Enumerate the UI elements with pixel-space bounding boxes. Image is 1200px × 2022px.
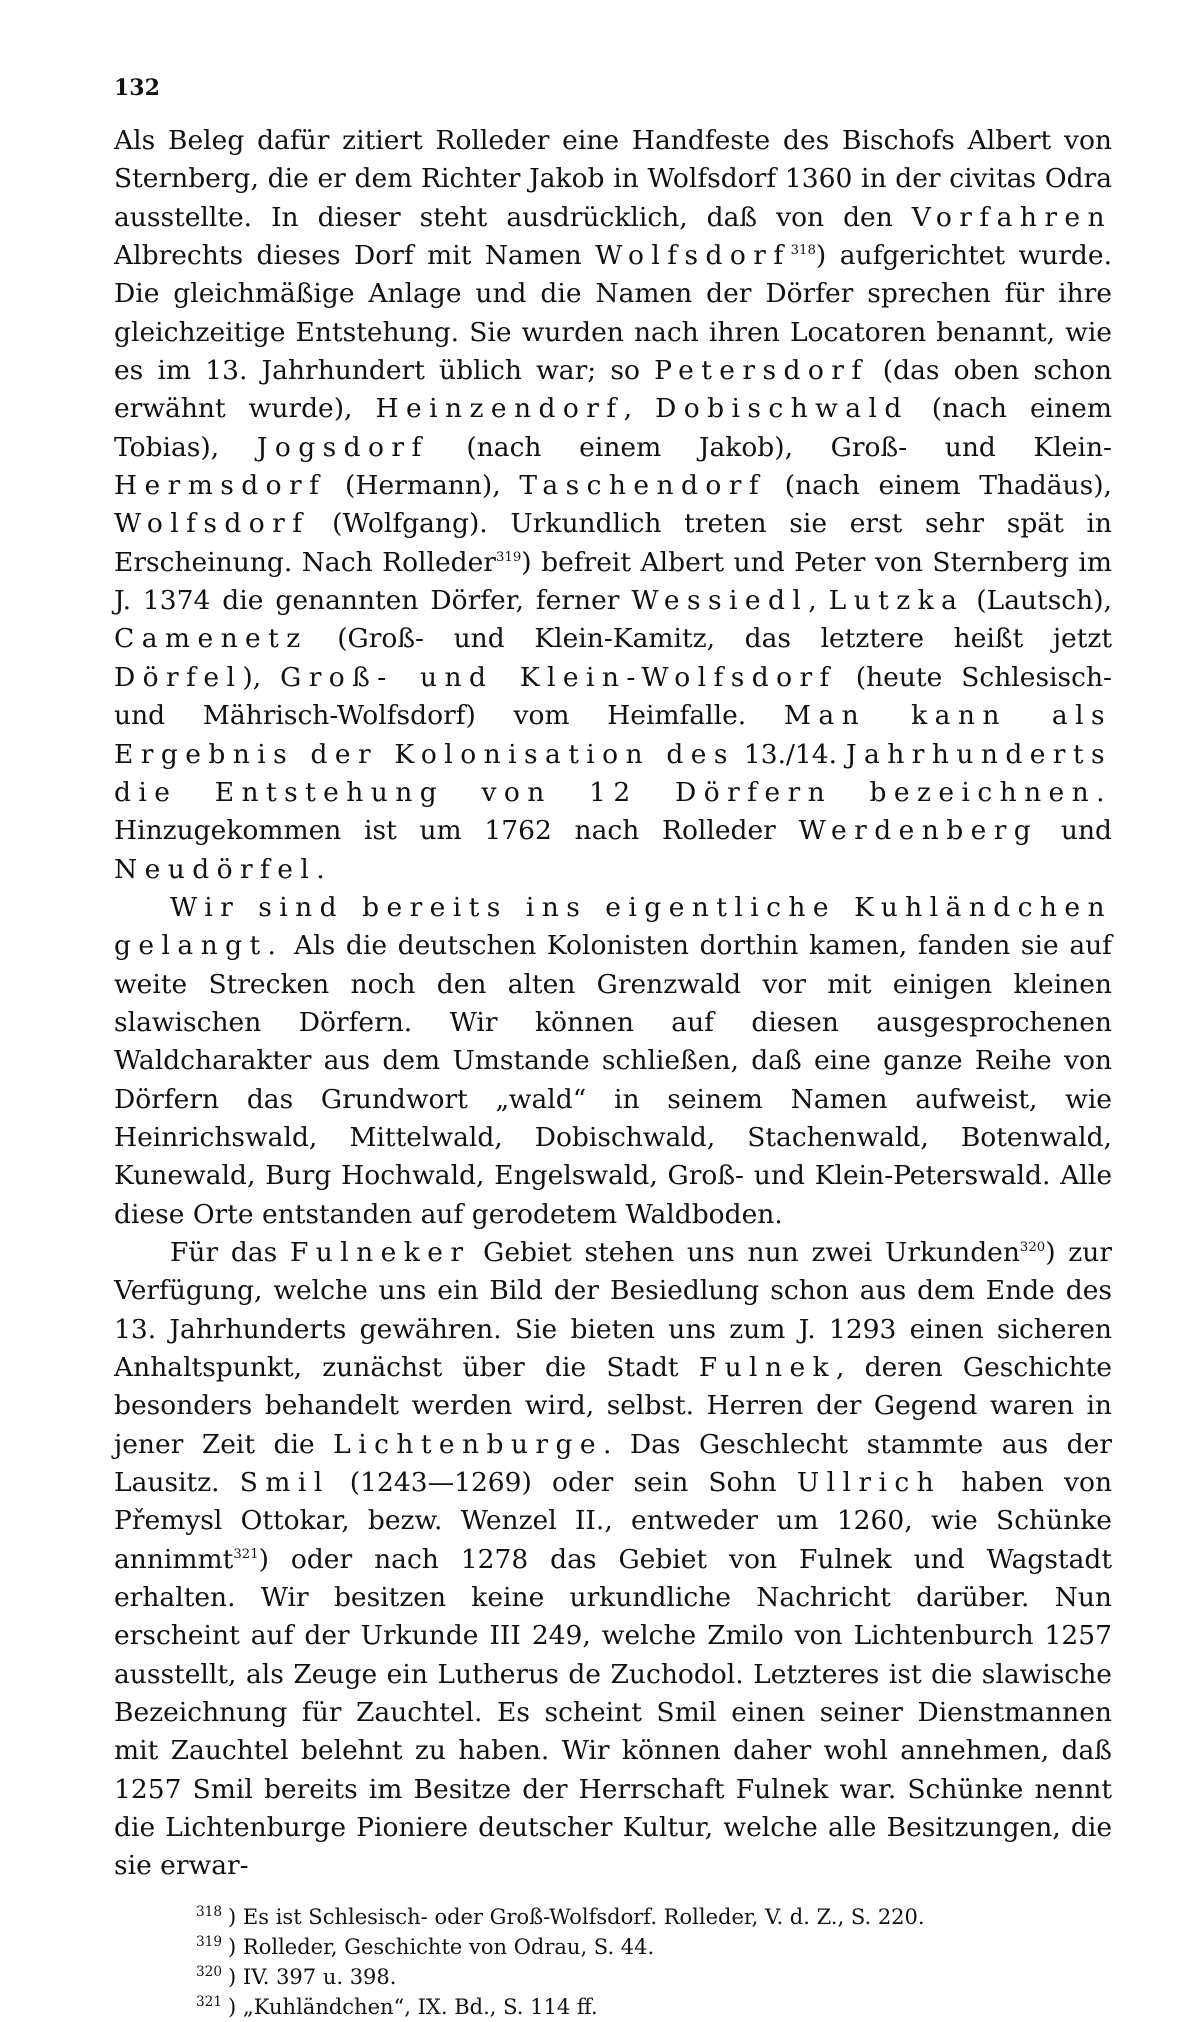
text-run: Albrechts dieses Dorf mit Namen [114, 240, 596, 272]
text-run: ) oder nach 1278 das Gebiet von Fulnek und Wagstadt erhalten. Wir besitzen keine urkundliche Nachricht darüber. Nun erscheint auf der Urkunde III 249, welche Zmilo von Lichtenburch 1257 ausstellt, als Zeuge ein Lutherus de Zuchodol. Letzteres ist die slawische Bezeichnung für Zauchtel. Es scheint Smil einen seiner Dienstmannen mit Zauchtel belehnt zu haben. Wir können daher wohl annehmen, daß 1257 Smil bereits im Besitze der Herrschaft Fulnek war. Schünke nennt die Lichtenburge Pioniere deutscher Kultur, welche alle Besitzungen, die sie erwar- [114, 1543, 1112, 1882]
text-run: Gebiet stehen uns nun zwei Urkunden [470, 1236, 1020, 1268]
footnote-number: 318 [196, 1903, 223, 1920]
footnote [196, 1932, 1112, 1962]
text-run: haben von Přemysl Ottokar, bezw. Wenzel II., entweder um 1260, wie Schünke annimmt [114, 1467, 1113, 1575]
paragraph [114, 1234, 1112, 1886]
footnote [196, 1992, 1112, 2022]
footnote-reference: 321 [233, 1546, 259, 1562]
spaced-emphasis: Man kann als Ergebnis der Kolonisation des [114, 700, 1112, 770]
footnote-text: Rolleder, Geschichte von Odrau, S. 44. [242, 1934, 655, 1959]
text-run: (nach einem Thadäus), [766, 470, 1112, 502]
body-text [114, 122, 1112, 1886]
text-run: Hinzugekommen ist um 1762 nach Rolleder [114, 815, 799, 847]
spaced-emphasis: Taschendorf [519, 470, 767, 502]
text-run: , [623, 393, 656, 425]
spaced-emphasis: Camenetz [114, 623, 308, 655]
spaced-emphasis: Dobischwald [655, 393, 909, 425]
footnote-paren: ) [228, 1994, 243, 2019]
spaced-emphasis: Hermsdorf [114, 470, 327, 502]
spaced-emphasis: Wessiedl [631, 585, 809, 617]
text-run: (Lautsch), [964, 585, 1112, 617]
spaced-emphasis: Werdenberg [798, 815, 1039, 847]
footnote-number: 321 [196, 1993, 223, 2010]
footnote [196, 1962, 1112, 1992]
footnote-reference: 318 [790, 243, 816, 259]
text-run: (Wolfgang). Urkundlich treten sie erst sehr spät in Erscheinung. Nach Rolleder [114, 508, 1112, 578]
spaced-emphasis: Jogsdorf [256, 431, 429, 463]
text-run: (Groß- und Klein-Kamitz, das letztere heißt jetzt [307, 623, 1112, 655]
text-run: (1243—1269) oder sein Sohn [329, 1467, 797, 1499]
spaced-emphasis: Jahrhunderts die Entstehung von 12 Dörfern bezeichnen. [114, 738, 1112, 808]
spaced-emphasis: Smil [239, 1467, 330, 1499]
footnote-reference: 320 [1019, 1240, 1046, 1256]
spaced-emphasis: Lutzka [828, 585, 965, 617]
spaced-emphasis: Wir sind bereits ins eigentliche Kuhländchen gelangt. [114, 891, 1112, 962]
text-run: (Hermann), [326, 470, 520, 502]
footnote-number: 319 [196, 1933, 223, 1950]
spaced-emphasis: Wolfsdorf [114, 508, 310, 540]
text-run: . Das Geschlecht stammte aus der Lausitz. [114, 1428, 1112, 1499]
footnote-paren: ) [228, 1904, 243, 1929]
text-run: ) aufgerichtet wurde. Die gleichmäßige Anlage und die Namen der Dörfer sprechen für ihre gleichzeitige Entstehung. Sie wurden nach ihren Locatoren benannt, wie es im 13. Jahrhundert üblich war; so [114, 240, 1112, 387]
spaced-emphasis: Fulneker [289, 1236, 471, 1268]
text-run: (heute Schlesisch- und Mährisch-Wolfsdorf) vom Heimfalle. [114, 661, 1113, 732]
text-run: Als Beleg dafür zitiert Rolleder eine Handfeste des Bischofs Albert von Sternberg, die er dem Richter Jakob in Wolfsdorf 1360 in der civitas Odra ausstellte. In dieser steht ausdrücklich, daß von den [114, 125, 1112, 233]
text-run: (nach einem Jakob), Groß- und Klein- [428, 431, 1112, 463]
footnote-text: Es ist Schlesisch- oder Groß-Wolfsdorf. Rolleder, V. d. Z., S. 220. [242, 1904, 925, 1929]
document-page [114, 68, 1112, 2022]
spaced-emphasis: Groß- und Klein-Wolfsdorf [280, 661, 837, 693]
spaced-emphasis: Lichtenburge [333, 1428, 603, 1460]
text-run: Für das [170, 1236, 290, 1268]
footnote-paren: ) [228, 1964, 243, 1989]
spaced-emphasis: Ullrich [796, 1467, 942, 1499]
text-run: Als die deutschen Kolonisten dorthin kamen, fanden sie auf weite Strecken noch den alten Grenzwald vor mit einigen kleinen slawischen Dörfern. Wir können auf diesen ausgesprochenen Waldcharakter aus dem Umstande schließen, daß eine ganze Reihe von Dörfern das Grundwort „wald“ in seinem Namen aufweist, wie Heinrichswald, Mittelwald, Dobischwald, Stachenwald, Botenwald, Kunewald, Burg Hochwald, Engelswald, Groß- und Klein-Peterswald. Alle diese Orte entstanden auf gerodetem Waldboden. [114, 930, 1112, 1230]
footnote-number: 320 [196, 1963, 223, 1980]
paragraph [114, 122, 1112, 889]
text-run: ) befreit Albert und Peter von Sternberg im J. 1374 die genannten Dörfer, ferner [114, 546, 1112, 617]
spaced-emphasis: Fulnek [698, 1352, 837, 1383]
footnote-reference: 319 [495, 549, 522, 565]
footnote-paren: ) [228, 1934, 243, 1959]
text-run: (nach einem Tobias), [114, 393, 1112, 463]
footnotes [196, 1902, 1112, 2022]
spaced-emphasis: Petersdorf [654, 355, 869, 387]
text-run: ), [242, 661, 281, 693]
text-run: , deren Geschichte besonders behandelt werden wird, selbst. Herren der Gegend waren in jener Zeit die [114, 1352, 1112, 1460]
spaced-emphasis: Heinzendorf [375, 393, 624, 425]
spaced-emphasis: Neudörfel [114, 853, 317, 885]
footnote-text: IV. 397 u. 398. [242, 1964, 397, 1989]
spaced-emphasis: Wolfsdorf [595, 240, 791, 272]
text-run: und [1038, 815, 1112, 847]
page-number: 132 [114, 75, 160, 101]
footnote-text: „Kuhländchen“, IX. Bd., S. 114 ff. [242, 1994, 598, 2019]
paragraph [114, 889, 1112, 1234]
text-run: ) zur Verfügung, welche uns ein Bild der Besiedlung schon aus dem Ende des 13. Jahrhunderts gewähren. Sie bieten uns zum J. 1293 einen sicheren Anhaltspunkt, zunächst über die Stadt [114, 1236, 1112, 1383]
spaced-emphasis: Dörfel [114, 661, 243, 693]
spaced-emphasis: Vorfahren [911, 201, 1112, 233]
text-run: 13./14. [734, 738, 847, 770]
text-run: . [316, 853, 325, 885]
text-run: (das oben schon erwähnt wurde), [114, 355, 1113, 425]
footnote [196, 1902, 1112, 1932]
text-run: , [808, 585, 829, 617]
